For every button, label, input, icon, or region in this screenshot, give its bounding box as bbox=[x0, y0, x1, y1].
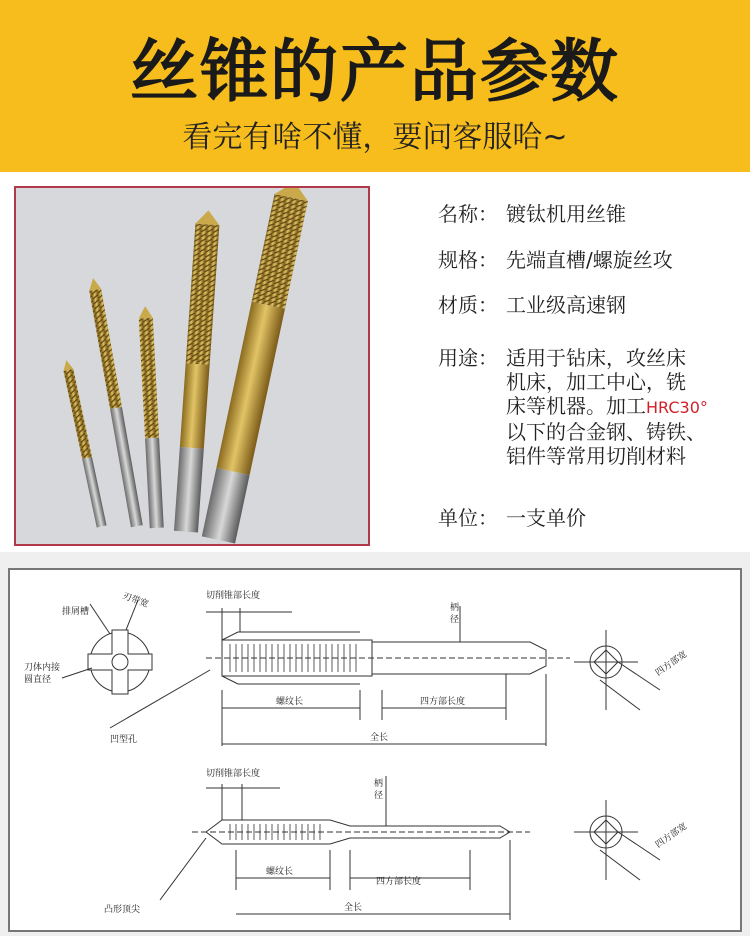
label-shank-diameter-top-1: 柄 bbox=[450, 603, 460, 613]
technical-drawing bbox=[8, 568, 742, 932]
usage-line bbox=[506, 394, 742, 420]
usage-line: 机床，加工中心，铣 bbox=[506, 370, 686, 394]
spec-value: 镀钛机用丝锥 bbox=[506, 202, 626, 226]
label-shank-diameter-top-2: 径 bbox=[450, 615, 460, 625]
spec-value: 工业级高速钢 bbox=[506, 293, 626, 317]
product-photo bbox=[14, 186, 370, 546]
label-concave-hole: 凹型孔 bbox=[110, 735, 138, 745]
label-square-length-top: 四方部长度 bbox=[420, 697, 466, 707]
label-core-diameter-2: 圆直径 bbox=[24, 675, 52, 685]
label-thread-length-top: 螺纹长 bbox=[276, 697, 304, 707]
label-convex-tip: 凸形顶尖 bbox=[104, 905, 141, 915]
spec-value-usage bbox=[506, 346, 742, 468]
spec-label: 材质： bbox=[438, 293, 498, 317]
label-thread-length-bottom: 螺纹长 bbox=[266, 867, 294, 877]
label-square-length-bottom: 四方部长度 bbox=[376, 877, 422, 887]
taps-illustration bbox=[16, 188, 368, 544]
usage-line-prefix: 床等机器。加工 bbox=[506, 394, 646, 418]
label-core-diameter-1: 刀体内接 bbox=[24, 663, 61, 673]
spec-label: 规格： bbox=[438, 248, 498, 272]
header-banner bbox=[0, 0, 750, 172]
label-chip-groove: 排屑槽 bbox=[62, 607, 90, 617]
label-shank-diameter-bottom-2: 径 bbox=[374, 791, 384, 801]
usage-line: 铝件等常用切削材料 bbox=[506, 444, 686, 468]
label-land-width: 刃带宽 bbox=[120, 591, 150, 611]
label-total-length-top: 全长 bbox=[370, 733, 389, 743]
hrc-highlight: HRC30° bbox=[646, 398, 708, 417]
page-subtitle: 看完有啥不懂，要问客服哈~ bbox=[182, 120, 568, 155]
spec-label: 用途： bbox=[438, 346, 498, 370]
spec-label: 名称： bbox=[438, 202, 498, 226]
usage-line: 以下的合金钢、铸铁、 bbox=[506, 420, 706, 444]
label-chamfer-length-bottom: 切削锥部长度 bbox=[206, 769, 261, 779]
spec-label: 单位： bbox=[438, 506, 498, 530]
label-total-length-bottom: 全长 bbox=[344, 903, 363, 913]
label-square-width-bottom: 四方部宽 bbox=[653, 821, 690, 851]
usage-line: 适用于钻床，攻丝床 bbox=[506, 346, 686, 370]
spec-value: 一支单价 bbox=[506, 506, 586, 530]
tap-dimension-drawing bbox=[10, 570, 740, 930]
label-square-width-top: 四方部宽 bbox=[653, 649, 690, 679]
spec-value: 先端直槽/螺旋丝攻 bbox=[506, 248, 673, 272]
page-title: 丝锥的产品参数 bbox=[129, 33, 620, 112]
label-chamfer-length-top: 切削锥部长度 bbox=[206, 591, 261, 601]
label-shank-diameter-bottom-1: 柄 bbox=[374, 779, 384, 789]
